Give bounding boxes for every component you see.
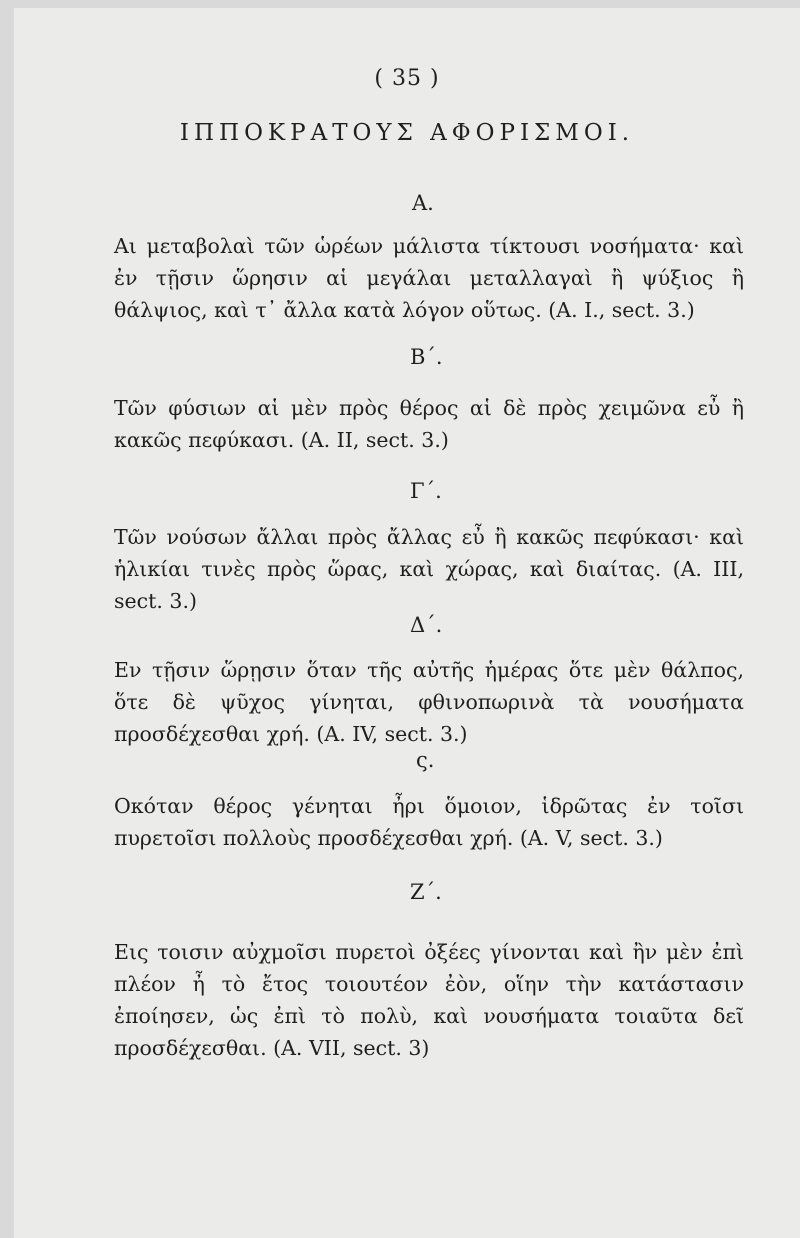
aphorism-text-4: Εν τῇσιν ὥρῃσιν ὅταν τῆς αὐτῆς ἡμέρας ὅτε μὲν θάλπος, ὅτε δὲ ψῦχος γίνηται, φθινοπωρινὰ τὰ νουσήματα προσδέχεσθαι χρή. (A. IV, sect. 3.) [114,658,744,746]
aphorism-text-6: Εις τοισιν αὐχμοῖσι πυρετοὶ ὀξέες γίνονται καὶ ἢν μὲν ἐπὶ πλέον ἦ τὸ ἔτος τοιουτέον ἐὸν, οἵην τὴν κατάστασιν ἐποίησεν, ὡς ἐπὶ τὸ πολὺ, καὶ νουσήματα τοιαῦτα δεῖ προσδέχεσθαι. (A. VII, sect. 3) [114,940,744,1060]
page-number: ( 35 ) [374,66,440,91]
aphorism-heading-1: Α. [412,191,434,215]
aphorism-heading-4: Δ΄. [410,613,443,637]
aphorism-heading-2: Β΄. [410,345,443,369]
aphorism-heading-3: Γ΄. [410,479,442,503]
aphorism-text-5: Οκόταν θέρος γένηται ἦρι ὅμοιον, ἱδρῶτας ἐν τοῖσι πυρετοῖσι πολλοὺς προσδέχεσθαι χρή. (A. V, sect. 3.) [114,794,744,850]
aphorism-text-3: Τῶν νούσων ἄλλαι πρὸς ἄλλας εὖ ἢ κακῶς πεφύκασι· καὶ ἡλικίαι τινὲς πρὸς ὥρας, καὶ χώρας, καὶ διαίτας. (A. III, sect. 3.) [114,525,744,613]
aphorism-text-1: Αι μεταβολαὶ τῶν ὡρέων μάλιστα τίκτουσι νοσήματα· καὶ ἐν τῇσιν ὥρησιν αἱ μεγάλαι μεταλλαγαὶ ἢ ψύξιος ἢ θάλψιος, καὶ τ᾽ ἄλλα κατὰ λόγον οὕτως. (A. I., sect. 3.) [114,234,744,322]
aphorism-heading-5: ς. [416,748,435,772]
page-title: ΙΠΠΟΚΡΑΤΟΥΣ ΑΦΟΡΙΣΜΟΙ. [179,120,635,146]
aphorism-text-2: Τῶν φύσιων αἱ μὲν πρὸς θέρος αἱ δὲ πρὸς χειμῶνα εὖ ἢ κακῶς πεφύκασι. (A. II, sect. 3.) [114,396,744,452]
aphorism-heading-6: Ζ΄. [410,880,442,904]
book-page [14,8,800,1238]
